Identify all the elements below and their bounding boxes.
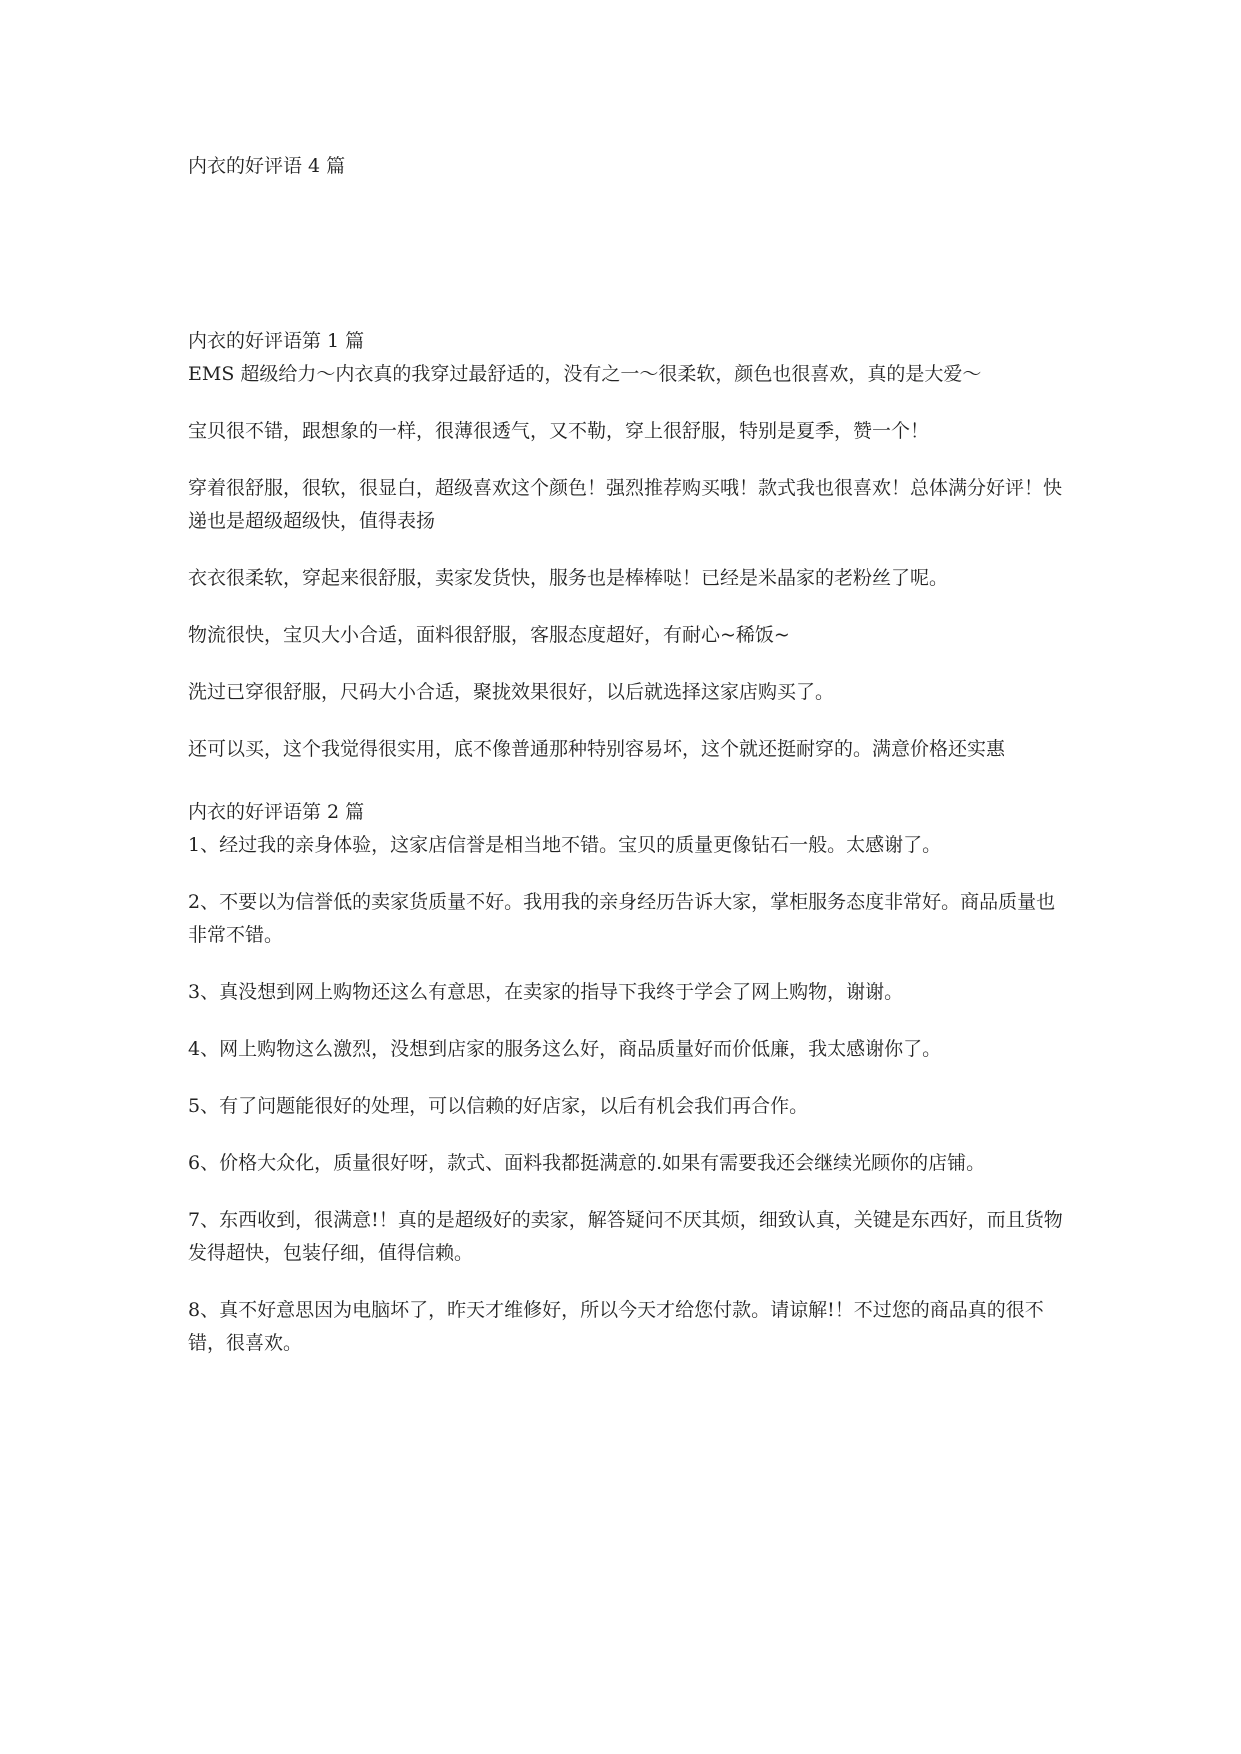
paragraph: 3、真没想到网上购物还这么有意思，在卖家的指导下我终于学会了网上购物，谢谢。 <box>188 981 904 1003</box>
section-heading: 内衣的好评语第 2 篇 <box>188 801 365 823</box>
paragraph: EMS 超级给力～内衣真的我穿过最舒适的，没有之一～很柔软，颜色也很喜欢，真的是大爱～ <box>188 363 982 385</box>
paragraph: 8、真不好意思因为电脑坏了，昨天才维修好，所以今天才给您付款。请谅解!！不过您的商品真的很不错，很喜欢。 <box>188 1299 1044 1354</box>
section-2 <box>188 796 1068 1360</box>
paragraph: 衣衣很柔软，穿起来很舒服，卖家发货快，服务也是棒棒哒！已经是米晶家的老粉丝了呢。 <box>188 567 949 589</box>
paragraph: 还可以买，这个我觉得很实用，底不像普通那种特别容易坏，这个就还挺耐穿的。满意价格还实惠 <box>188 738 1006 760</box>
paragraph: 2、不要以为信誉低的卖家货质量不好。我用我的亲身经历告诉大家，掌柜服务态度非常好。商品质量也非常不错。 <box>188 891 1056 946</box>
section-heading: 内衣的好评语第 1 篇 <box>188 330 365 352</box>
paragraph: 7、东西收到，很满意!！真的是超级好的卖家，解答疑问不厌其烦，细致认真，关键是东西好，而且货物发得超快，包装仔细，值得信赖。 <box>188 1209 1063 1264</box>
paragraph: 宝贝很不错，跟想象的一样，很薄很透气，又不勒，穿上很舒服，特别是夏季，赞一个！ <box>188 420 930 442</box>
document-page <box>188 150 1068 1384</box>
paragraph: 4、网上购物这么激烈，没想到店家的服务这么好，商品质量好而价低廉，我太感谢你了。 <box>188 1038 942 1060</box>
paragraph: 5、有了问题能很好的处理，可以信赖的好店家，以后有机会我们再合作。 <box>188 1095 809 1117</box>
document-title: 内衣的好评语 4 篇 <box>188 155 346 177</box>
paragraph: 物流很快，宝贝大小合适，面料很舒服，客服态度超好，有耐心~稀饭~ <box>188 624 790 646</box>
paragraph: 1、经过我的亲身体验，这家店信誉是相当地不错。宝贝的质量更像钻石一般。太感谢了。 <box>188 834 942 856</box>
section-1 <box>188 325 1068 766</box>
paragraph: 洗过已穿很舒服，尺码大小合适，聚拢效果很好，以后就选择这家店购买了。 <box>188 681 835 703</box>
paragraph: 6、价格大众化，质量很好呀，款式、面料我都挺满意的.如果有需要我还会继续光顾你的店铺。 <box>188 1152 986 1174</box>
paragraph: 穿着很舒服，很软，很显白，超级喜欢这个颜色！强烈推荐购买哦！款式我也很喜欢！总体满分好评！快递也是超级超级快，值得表扬 <box>188 477 1063 532</box>
